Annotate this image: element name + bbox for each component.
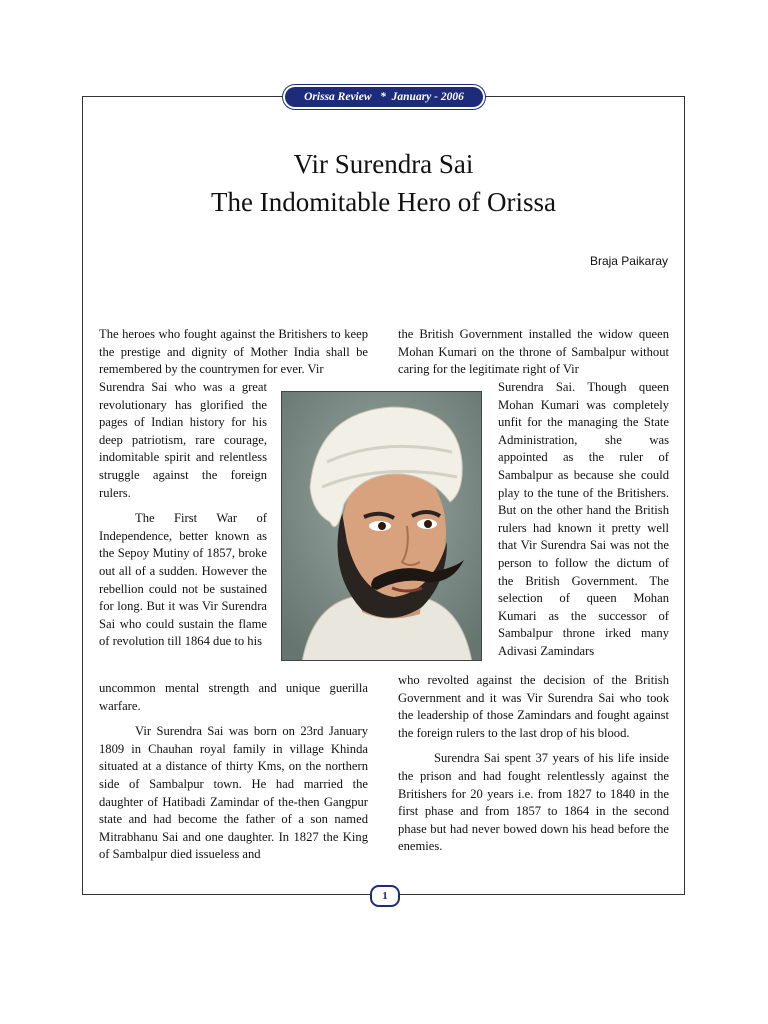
- paragraph: Vir Surendra Sai was born on 23rd January 1809 in Chauhan royal family in village Khinda situated at a distance of thirty Kms, on the northern side of Sambalpur town. He had married the daughter of Hatibadi Zamindar of the-then Gangpur state and had become the father of a son named Mitrabhanu Sai and one daughter. In 1827 the King of Sambalpur died issueless and: [99, 724, 368, 862]
- paragraph: The heroes who fought against the Britishers to keep the prestige and dignity of Mother India shall be remembered by the countrymen for ever. Vir: [99, 327, 368, 377]
- paragraph: who revolted against the decision of the British Government and it was Vir Surendra Sai who took the leadership of those Zamindars and fought against the foreign rulers to the last drop of his blood.: [398, 673, 669, 740]
- paragraph: uncommon mental strength and unique guerilla warfare.: [99, 681, 368, 713]
- author-name: Braja Paikaray: [589, 254, 668, 268]
- right-column-continued: [398, 672, 669, 856]
- paragraph: the British Government installed the widow queen Mohan Kumari on the throne of Sambalpur without caring for the legitimate right of Vir: [398, 327, 669, 377]
- left-column-continued: [99, 680, 368, 864]
- paragraph: Surendra Sai who was a great revolutionary has glorified the pages of Indian history for his deep patriotism, rare courage, indomitable spirit and relentless struggle against the foreign rulers.: [99, 380, 267, 500]
- header-separator: *: [380, 91, 386, 103]
- paragraph: The First War of Independence, better known as the Sepoy Mutiny of 1857, broke out all of a sudden. However the rebellion could not be sustained for long. But it was Vir Surendra Sai who could sustain the flame of revolution till 1864 due to his: [99, 511, 267, 649]
- journal-name: Orissa Review: [304, 91, 372, 103]
- left-column-intro: [99, 326, 368, 379]
- paragraph: Surendra Sai spent 37 years of his life inside the prison and had fought relentlessly against the Britishers for 20 years i.e. from 1827 to 1840 in the first phase and from 1857 to 1864 in the second phase but had never bowed down his head before the enemies.: [398, 751, 669, 854]
- article-title-line-2: The Indomitable Hero of Orissa: [211, 187, 556, 217]
- issue-date: January - 2006: [391, 91, 464, 103]
- article-title-line-1: Vir Surendra Sai: [293, 149, 474, 179]
- right-column-intro: [398, 326, 669, 379]
- left-column-wrap: [99, 379, 267, 651]
- right-column-wrap: [498, 379, 669, 661]
- paragraph: Surendra Sai. Though queen Mohan Kumari was completely unfit for the managing the State Administration, she was appointed as the ruler of Sambalpur as because she could play to the tune of the Britishers. But on the other hand the British rulers had known it pretty well that Vir Surendra Sai was not the person to follow the dictum of the British Government. The selection of queen Mohan Kumari as the successor of Sambalpur throne irked many Adivasi Zamindars: [498, 380, 669, 658]
- portrait-image: [281, 391, 482, 661]
- page-number-badge: 1: [370, 885, 400, 907]
- journal-header-badge: [285, 87, 483, 107]
